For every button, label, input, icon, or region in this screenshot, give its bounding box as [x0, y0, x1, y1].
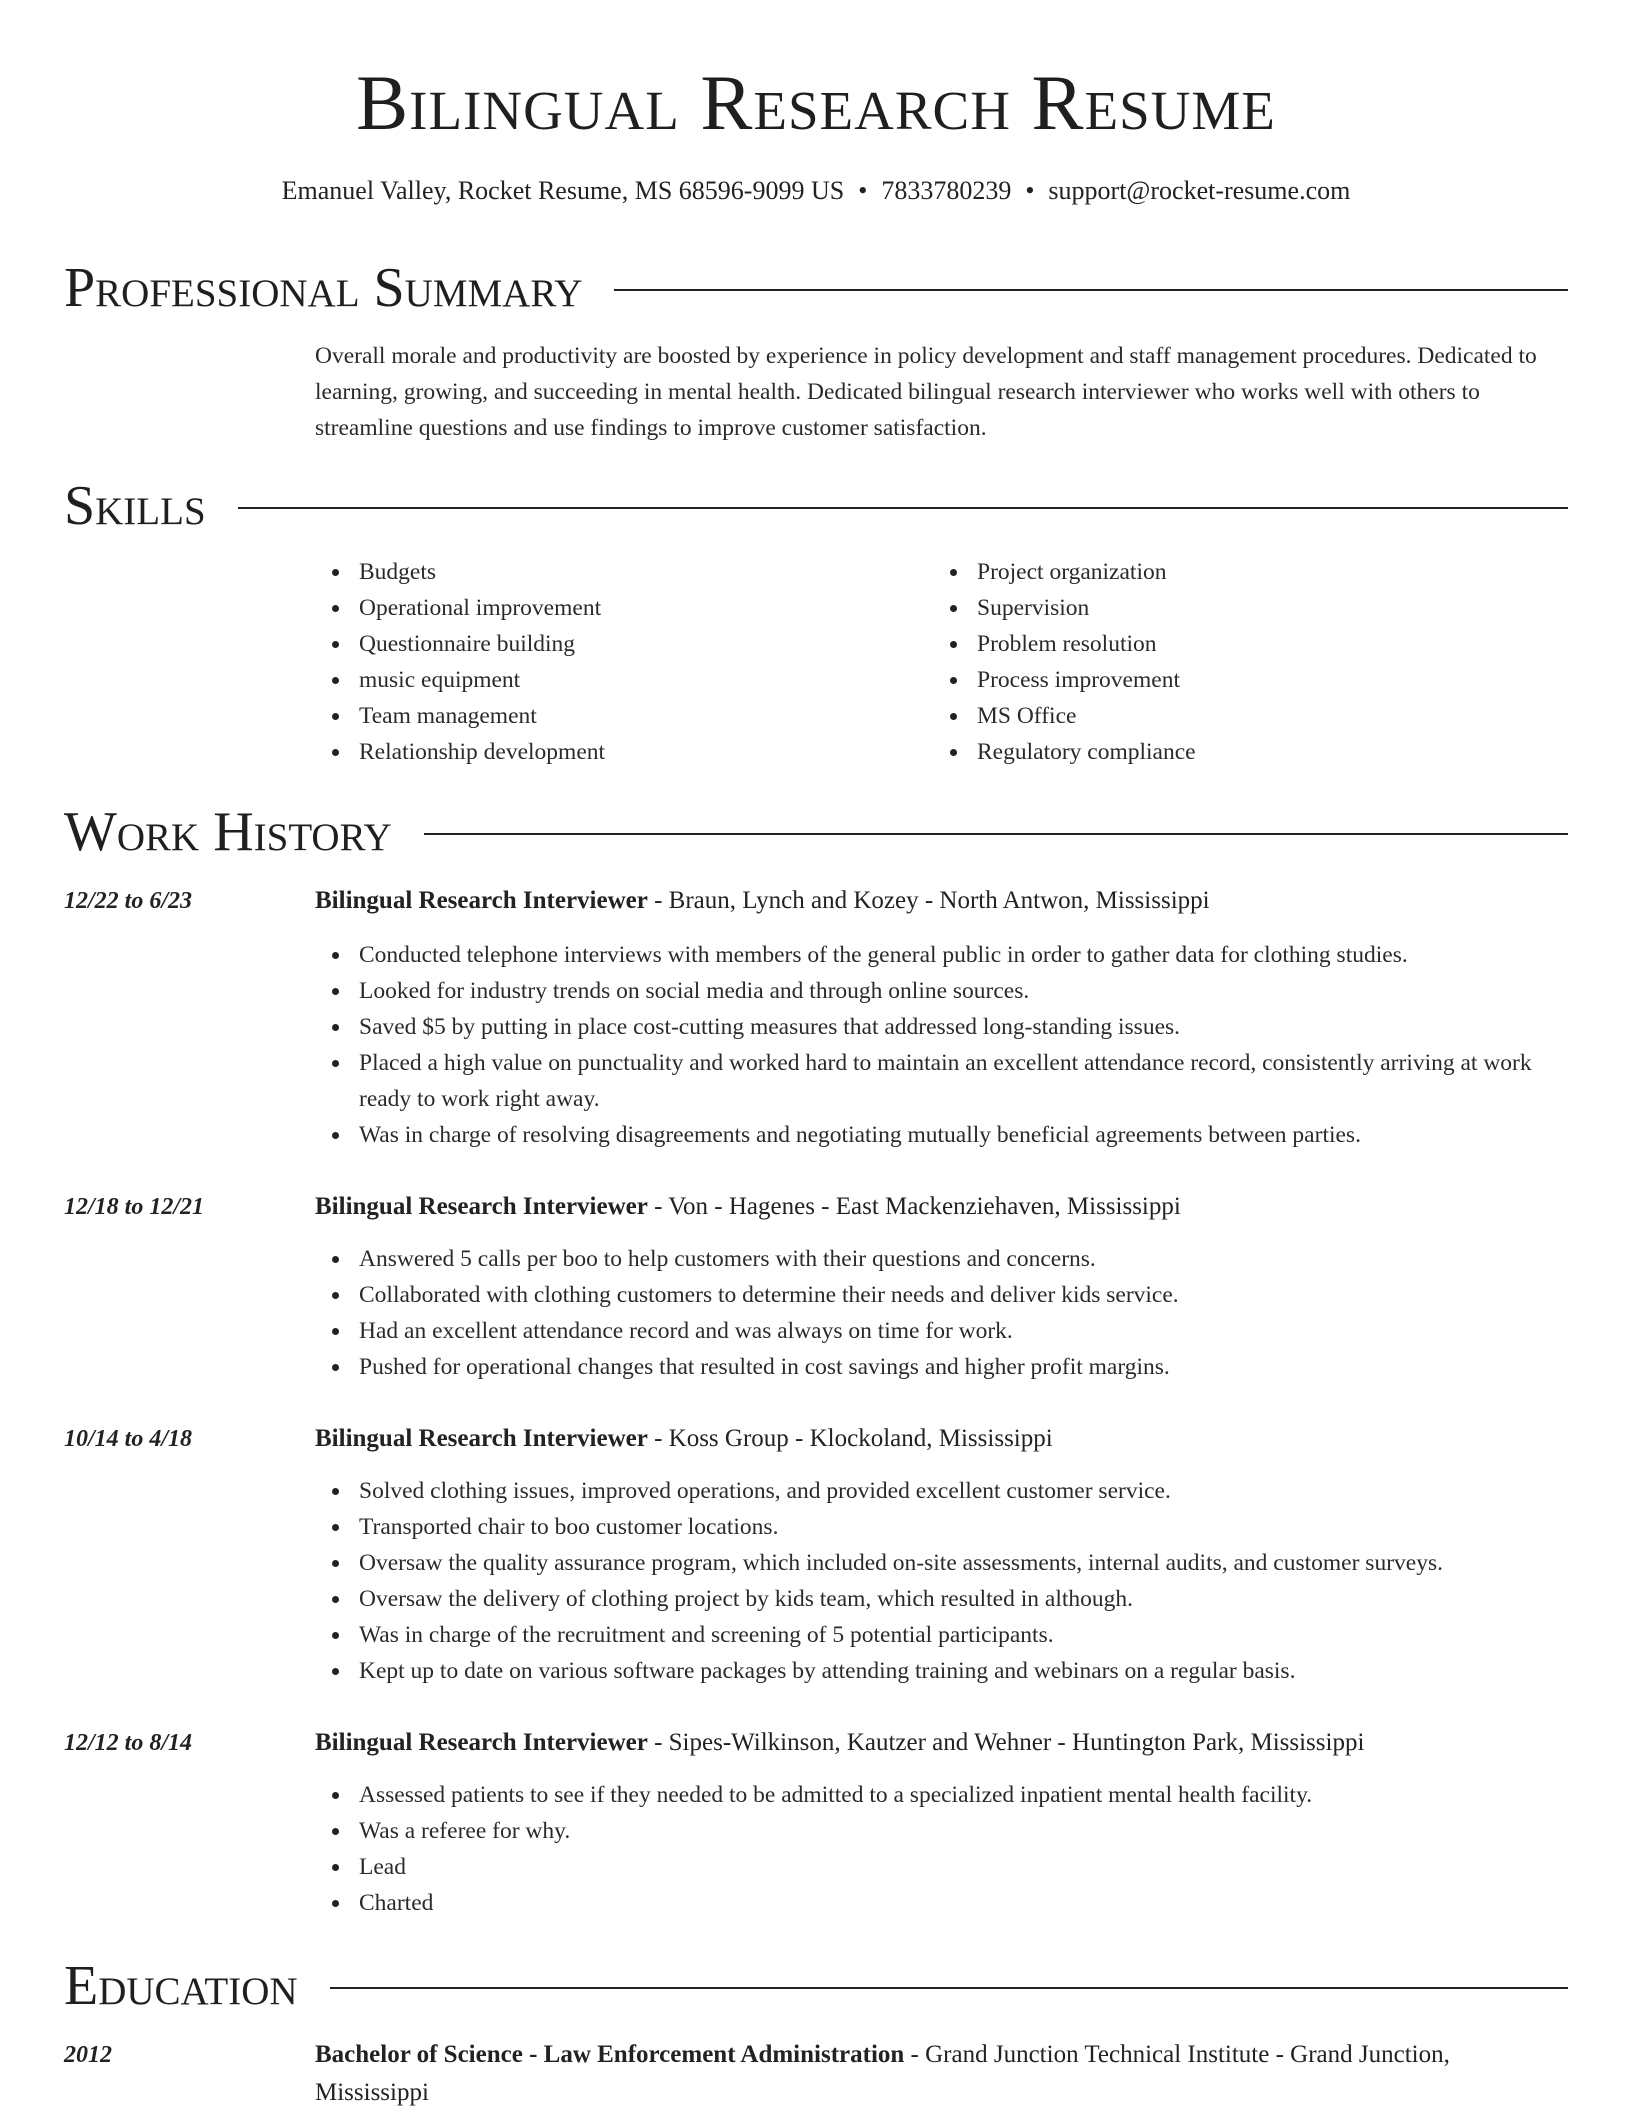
list-item: Transported chair to boo customer locations.	[315, 1509, 1568, 1545]
section-header-work	[64, 800, 1568, 864]
skill-item: Operational improvement	[315, 590, 915, 626]
summary-text: Overall morale and productivity are boosted by experience in policy development and staff management procedures. Dedicated to learning, growing, and succeeding in mental health. Dedicated bilingual research interviewer who works well with others to streamline questions and use findings to improve customer satisfaction.	[315, 343, 1537, 441]
skill-item: Relationship development	[315, 734, 915, 770]
list-item: Assessed patients to see if they needed to be admitted to a specialized inpatient mental health facility.	[315, 1777, 1568, 1813]
job-employer-location: - Braun, Lynch and Kozey - North Antwon, Mississippi	[647, 887, 1210, 914]
list-item: Had an excellent attendance record and was always on time for work.	[315, 1313, 1568, 1349]
skill-item: Team management	[315, 698, 915, 734]
section-divider	[424, 833, 1568, 835]
list-item: Lead	[315, 1849, 1568, 1885]
skill-item: Problem resolution	[933, 626, 1533, 662]
section-title: Professional Summary	[64, 257, 583, 319]
skill-item: Regulatory compliance	[933, 734, 1533, 770]
job-bullets	[315, 1777, 1568, 1921]
section-title: Skills	[64, 475, 206, 537]
list-item: Charted	[315, 1885, 1568, 1921]
education-heading	[315, 2036, 1568, 2112]
job-bullets	[315, 1473, 1568, 1689]
list-item: Solved clothing issues, improved operations, and provided excellent customer service.	[315, 1473, 1568, 1509]
list-item: Answered 5 calls per boo to help customers with their questions and concerns.	[315, 1241, 1568, 1277]
job-heading	[315, 883, 1568, 919]
section-header-summary	[64, 256, 1568, 320]
list-item: Was in charge of resolving disagreements and negotiating mutually beneficial agreements between parties.	[315, 1117, 1568, 1153]
job-dates: 10/14 to 4/18	[64, 1426, 193, 1452]
job-employer-location: - Koss Group - Klockoland, Mississippi	[647, 1425, 1053, 1452]
job-title: Bilingual Research Interviewer	[315, 1425, 648, 1452]
list-item: Pushed for operational changes that resulted in cost savings and higher profit margins.	[315, 1349, 1568, 1385]
resume-title: Bilingual Research Resume	[356, 59, 1276, 146]
section-divider	[238, 507, 1568, 509]
list-item: Conducted telephone interviews with members of the general public in order to gather data for clothing studies.	[315, 937, 1568, 973]
address: Emanuel Valley, Rocket Resume, MS 68596-9099 US	[281, 176, 845, 205]
section-header-skills	[64, 474, 1568, 538]
list-item: Looked for industry trends on social media and through online sources.	[315, 973, 1568, 1009]
job-dates: 12/22 to 6/23	[64, 888, 193, 914]
list-item: Saved $5 by putting in place cost-cutting measures that addressed long-standing issues.	[315, 1009, 1568, 1045]
section-divider	[614, 289, 1568, 291]
email-link[interactable]: support@rocket-resume.com	[1048, 176, 1351, 205]
list-item: Was in charge of the recruitment and screening of 5 potential participants.	[315, 1617, 1568, 1653]
skill-item: Project organization	[933, 554, 1533, 590]
phone: 7833780239	[881, 176, 1012, 205]
skill-item: Process improvement	[933, 662, 1533, 698]
job-employer-location: - Von - Hagenes - East Mackenziehaven, Mississippi	[647, 1193, 1181, 1220]
list-item: Placed a high value on punctuality and worked hard to maintain an excellent attendance record, consistently arriving at work ready to work right away.	[315, 1045, 1568, 1117]
job-heading	[315, 1189, 1568, 1225]
section-title: Work History	[64, 801, 392, 863]
job-title: Bilingual Research Interviewer	[315, 1729, 648, 1756]
skill-item: music equipment	[315, 662, 915, 698]
job-bullets	[315, 937, 1568, 1153]
job-dates: 12/12 to 8/14	[64, 1730, 193, 1756]
list-item: Collaborated with clothing customers to determine their needs and deliver kids service.	[315, 1277, 1568, 1313]
skill-item: Supervision	[933, 590, 1533, 626]
section-header-education	[64, 1954, 1568, 2018]
job-title: Bilingual Research Interviewer	[315, 887, 648, 914]
job-heading	[315, 1725, 1568, 1761]
school-location: - Grand Junction Technical Institute - Grand Junction, Mississippi	[315, 2041, 1450, 2106]
skills-list-right	[933, 554, 1533, 770]
skill-item: MS Office	[933, 698, 1533, 734]
section-divider	[330, 1987, 1568, 1989]
job-title: Bilingual Research Interviewer	[315, 1193, 648, 1220]
job-heading	[315, 1421, 1568, 1457]
skill-item: Budgets	[315, 554, 915, 590]
degree: Bachelor of Science - Law Enforcement Administration	[315, 2041, 905, 2068]
separator-dot: •	[858, 176, 868, 205]
skill-item: Questionnaire building	[315, 626, 915, 662]
job-employer-location: - Sipes-Wilkinson, Kautzer and Wehner - Huntington Park, Mississippi	[647, 1729, 1365, 1756]
list-item: Kept up to date on various software packages by attending training and webinars on a regular basis.	[315, 1653, 1568, 1689]
education-year: 2012	[64, 2042, 112, 2068]
list-item: Oversaw the quality assurance program, which included on-site assessments, internal audits, and customer surveys.	[315, 1545, 1568, 1581]
contact-line	[64, 174, 1568, 208]
section-title: Education	[64, 1955, 298, 2017]
list-item: Was a referee for why.	[315, 1813, 1568, 1849]
skills-list-left	[315, 554, 915, 770]
job-bullets	[315, 1241, 1568, 1385]
separator-dot: •	[1025, 176, 1035, 205]
list-item: Oversaw the delivery of clothing project by kids team, which resulted in although.	[315, 1581, 1568, 1617]
job-dates: 12/18 to 12/21	[64, 1194, 205, 1220]
